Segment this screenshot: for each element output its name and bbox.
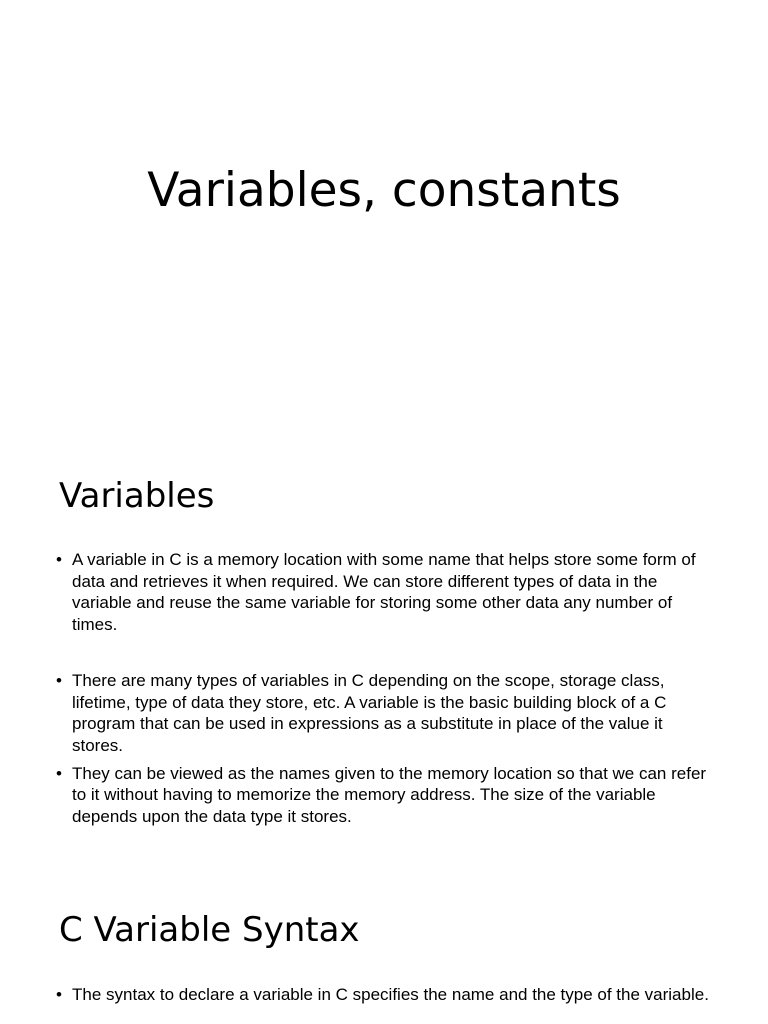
syntax-bullet-list (56, 984, 716, 1006)
bullet-icon: • (56, 985, 62, 1004)
list-item (56, 549, 716, 636)
slide-title: Variables, constants (147, 163, 621, 218)
variables-heading: Variables (59, 476, 215, 516)
syntax-heading: C Variable Syntax (59, 910, 360, 950)
bullet-text: They can be viewed as the names given to the memory location so that we can refer to it without having to memorize the memory address. The size of the variable depends upon the data type it stores. (72, 763, 707, 827)
list-item (56, 984, 716, 1006)
bullet-text: A variable in C is a memory location with some name that helps store some form of data and retrieves it when required. We can store different types of data in the variable and reuse the same variable for storing some other data any number of times. (72, 550, 696, 635)
list-item (56, 763, 716, 828)
list-item (56, 670, 716, 757)
bullet-icon: • (56, 763, 62, 783)
bullet-text: There are many types of variables in C depending on the scope, storage class, lifetime, type of data they store, etc. A variable is the basic building block of a C program that can be used in expressions as a substitute in place of the value it stores. (72, 670, 667, 755)
bullet-icon: • (56, 550, 62, 569)
bullet-icon: • (56, 670, 62, 690)
variables-bullet-list (56, 549, 716, 828)
bullet-text: The syntax to declare a variable in C specifies the name and the type of the variable. (72, 985, 709, 1004)
